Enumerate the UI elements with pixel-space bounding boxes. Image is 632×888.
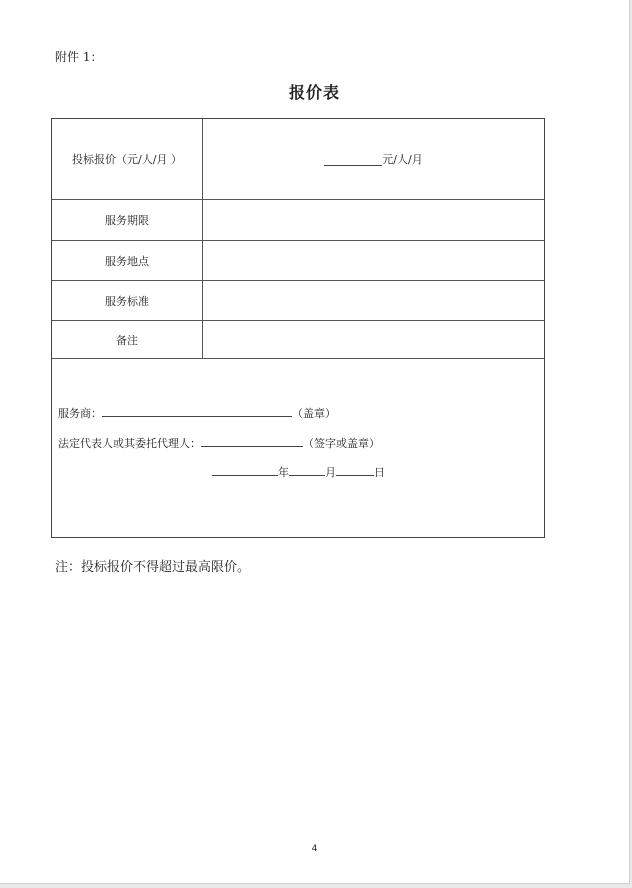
bid-price-label: 投标报价（元/人/月 ） (52, 119, 203, 199)
table-row (52, 200, 544, 241)
signature-area (52, 359, 544, 537)
day-label: 日 (374, 466, 385, 479)
service-period-label: 服务期限 (52, 200, 203, 240)
attachment-label: 附件 1： (55, 50, 103, 64)
page-title: 报价表 (288, 83, 340, 102)
note-text: 注：投标报价不得超过最高限价。 (55, 560, 251, 575)
year-label: 年 (278, 466, 289, 479)
representative-line (58, 434, 380, 451)
representative-suffix: （签字或盖章） (303, 437, 380, 450)
year-blank (212, 463, 278, 476)
page-number: 4 (311, 844, 318, 854)
provider-label: 服务商： (58, 407, 102, 420)
service-location-label: 服务地点 (52, 241, 203, 280)
provider-blank (102, 404, 292, 417)
remarks-value (203, 321, 544, 358)
service-period-value (203, 200, 544, 240)
bid-price-unit: 元/人/月 (382, 153, 423, 166)
provider-line (58, 404, 336, 421)
table-row (52, 241, 544, 281)
service-standard-label: 服务标准 (52, 281, 203, 320)
month-blank (289, 463, 325, 476)
service-location-value (203, 241, 544, 280)
remarks-label: 备注 (52, 321, 203, 358)
table-row (52, 281, 544, 321)
service-standard-value (203, 281, 544, 320)
day-blank (336, 463, 374, 476)
date-line (212, 463, 385, 480)
bid-price-value (203, 119, 544, 199)
table-row (52, 321, 544, 359)
month-label: 月 (325, 466, 336, 479)
representative-label: 法定代表人或其委托代理人： (58, 437, 201, 450)
quotation-table (51, 118, 545, 538)
bid-price-blank (324, 153, 382, 166)
provider-suffix: （盖章） (292, 407, 336, 420)
representative-blank (201, 434, 303, 447)
table-row-bid-price (52, 119, 544, 200)
